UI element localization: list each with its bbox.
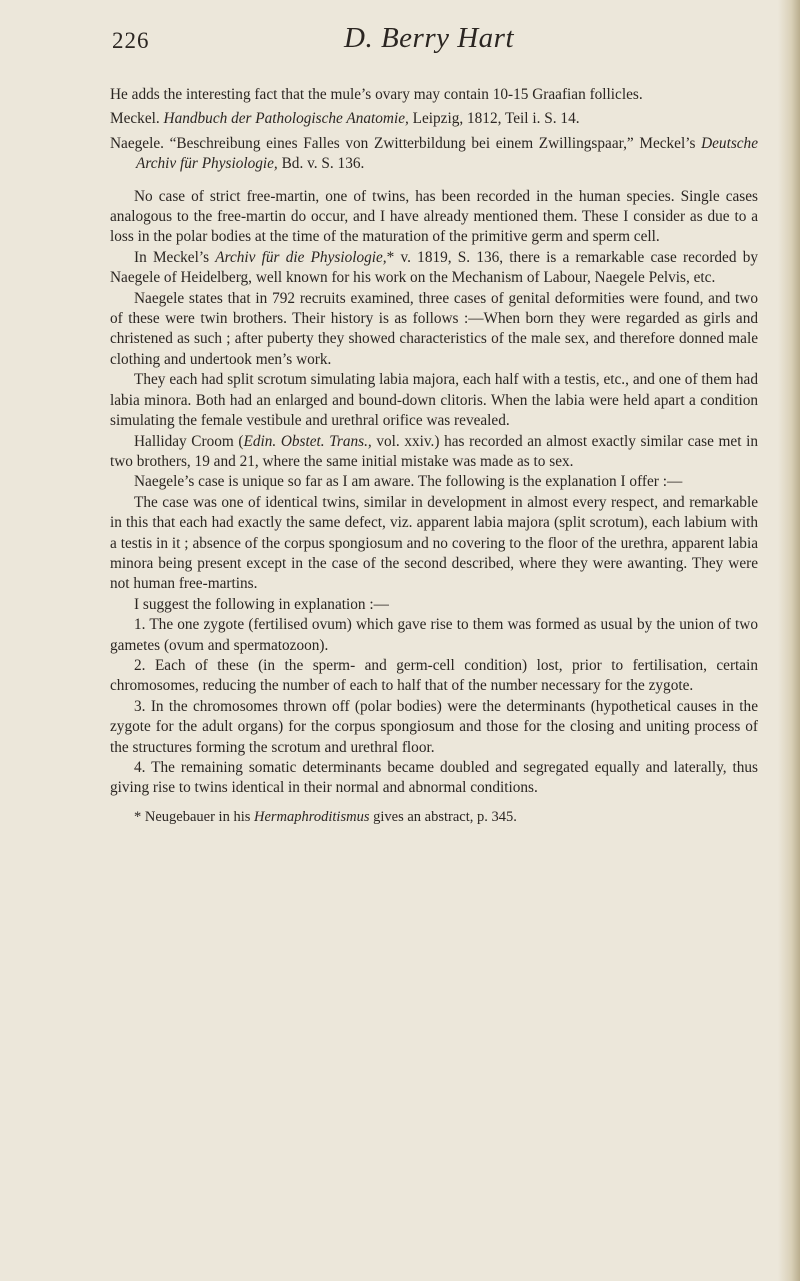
reference-entry xyxy=(110,85,758,105)
numbered-item: 2. Each of these (in the sperm- and germ-cell condition) lost, prior to fertilisation, certain chromosomes, reducing the number of each to half that of the number necessary for the zygote. xyxy=(110,656,758,695)
paragraph-text: * v. 1819, S. 136, there is a remarkable case recorded by Naegele of Heidelberg, well known for his work on the Mechanism of Labour, Naegele Pelvis, etc. xyxy=(110,248,758,287)
paragraph: I suggest the following in explanation :— xyxy=(134,595,389,613)
paragraph xyxy=(110,432,758,473)
footnote-title: Hermaphroditismus xyxy=(254,808,370,825)
reference-text: He adds the interesting fact that the mule’s ovary may contain 10-15 Graafian follicles. xyxy=(110,86,643,103)
numbered-item: 4. The remaining somatic determinants became doubled and segregated equally and laterally, thus giving rise to twins identical in their normal and abnormal conditions. xyxy=(110,759,758,797)
reference-title: Deutsche Archiv für Physiologie, xyxy=(136,134,758,173)
page-edge-shadow xyxy=(778,0,800,1281)
journal-title: Archiv für die Physiologie, xyxy=(215,248,387,266)
numbered-item: 3. In the chromosomes thrown off (polar bodies) were the determinants (hypothetical causes in the zygote for the adult organs) for the corpus spongiosum and those for the closing and uniting process of the structures forming the scrotum and urethral floor. xyxy=(110,697,758,756)
footnote-text: gives an abstract, p. 345. xyxy=(369,808,517,825)
reference-entry xyxy=(110,109,758,129)
paragraph: Naegele’s case is unique so far as I am aware. The following is the explanation I offer :— xyxy=(134,473,683,491)
reference-details: Bd. v. S. 136. xyxy=(277,155,365,173)
running-head: D. Berry Hart xyxy=(344,22,515,54)
page-number: 226 xyxy=(112,28,150,53)
reference-title: Handbuch der Pathologische Anatomie, xyxy=(163,110,409,128)
reference-author: Meckel. xyxy=(110,110,164,128)
numbered-item: 1. The one zygote (fertilised ovum) which gave rise to them was formed as usual by the union of two gametes (ovum and spermatozoon). xyxy=(110,616,758,654)
page-body xyxy=(110,85,758,842)
paragraph: They each had split scrotum simulating labia majora, each half with a testis, etc., and one of them had labia minora. Both had an enlarged and bound-down clitoris. When the labia were held apart a condition simulating the female vestibule and urethral orifice was revealed. xyxy=(110,371,758,430)
reference-entry xyxy=(110,134,758,175)
paragraph-text: In Meckel’s xyxy=(134,248,216,266)
journal-title: Edin. Obstet. Trans., xyxy=(243,432,372,450)
paragraph-text: vol. xxiv.) has recorded an almost exactly similar case met in two brothers, 19 and 21, where the same initial mistake was made as to sex. xyxy=(110,432,758,470)
reference-details: Leipzig, 1812, Teil i. S. 14. xyxy=(408,110,580,128)
paragraph: No case of strict free-martin, one of twins, has been recorded in the human species. Single cases analogous to the free-martin do occur, and I have already mentioned them. These I consider as due to a loss in the polar bodies at the time of the maturation of the primitive germ and sperm cell. xyxy=(110,187,758,246)
paragraph: Naegele states that in 792 recruits examined, three cases of genital deformities were found, and two of these were twin brothers. Their history is as follows :—When born they were regarded as girls and christened as such ; after puberty they showed characteristics of the male sex, and therefore donned male clothing and undertook men’s work. xyxy=(110,289,758,368)
reference-author: Naegele. “Beschreibung eines Falles von Zwitterbildung bei einem Zwillingspaar,” Meckel’s xyxy=(110,134,702,152)
page-header xyxy=(0,22,800,62)
footnote xyxy=(110,807,758,827)
footnote-text: * Neugebauer in his xyxy=(134,808,254,825)
paragraph: The case was one of identical twins, similar in development in almost every respect, and remarkable in this that each had exactly the same defect, viz. apparent labia majora (split scrotum), each labium with a testis in it ; absence of the corpus spongiosum and no covering to the floor of the urethra, apparent labia minora being present except in the case of the second described, where they were awanting. They were not human free-martins. xyxy=(110,493,758,593)
paragraph-text: Halliday Croom ( xyxy=(134,432,244,450)
paragraph xyxy=(110,248,758,289)
